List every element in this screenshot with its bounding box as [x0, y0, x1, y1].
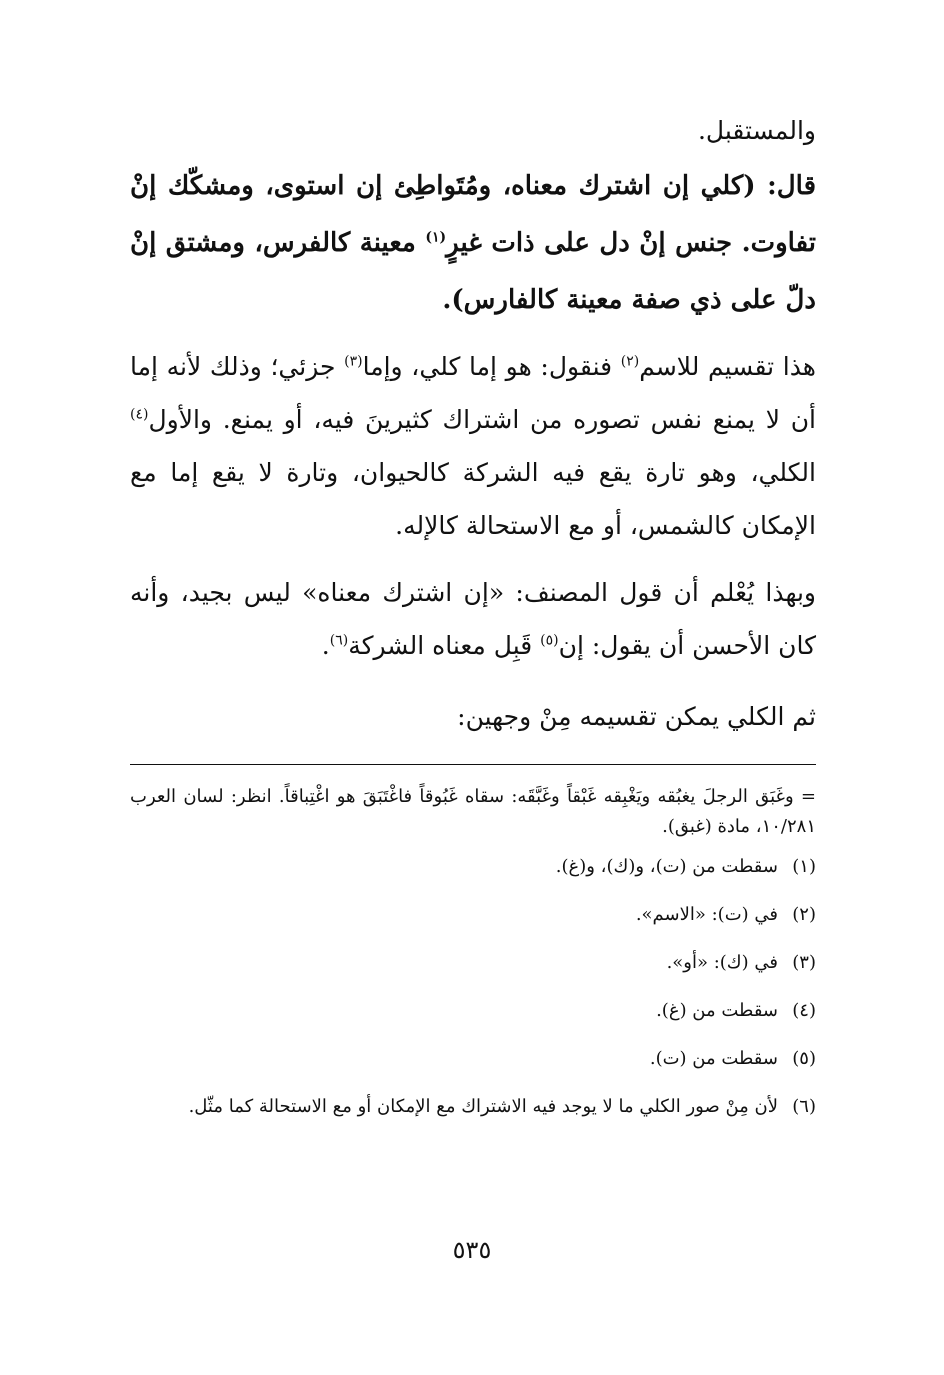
thus-part-1: وبهذا يُعْلم أن قول المصنف: «إن اشترك معناه» ليس بجيد، وأنه كان الأحسن أن يقول: إن [130, 578, 816, 660]
quoted-text [130, 158, 816, 329]
footnote-number: (٢) [792, 904, 816, 925]
page-number: ٥٣٥ [452, 1236, 492, 1264]
footnote-item [130, 996, 816, 1026]
footnote-ref-2[interactable]: (٢) [620, 353, 640, 370]
footnote-item [130, 900, 816, 930]
footnote-text: سقطت من (ت)، و(ك)، و(غ). [555, 856, 778, 877]
footnote-ref-6[interactable]: (٦) [329, 632, 349, 649]
footnote-number: (٦) [792, 1096, 816, 1117]
division-part-2: فنقول: هو إما كلي، وإما [362, 352, 621, 381]
footnote-number: (٥) [792, 1048, 816, 1069]
division-part-1: هذا تقسيم للاسم [639, 352, 816, 381]
footnote-text: في (ك): «أو». [666, 952, 778, 973]
footnote-divider [130, 764, 816, 765]
footnote-number: (٤) [792, 1000, 816, 1021]
footnote-number: (١) [792, 856, 816, 877]
footnote-number: (٣) [792, 952, 816, 973]
footnote-ref-5[interactable]: (٥) [540, 632, 559, 649]
footnote-item [130, 1044, 816, 1074]
division-part-3: جزئي؛ وذلك لأنه إما أن لا يمنع نفس تصوره من اشتراك كثيرينَ فيه، أو يمنع. والأول [130, 352, 816, 434]
thus-part-2: قَبِل معناه الشركة [348, 631, 541, 660]
footnote-ref-3[interactable]: (٣) [344, 353, 363, 370]
quote-part-2: معينة كالفرس، ومشتق إنْ دلّ على ذي صفة معينة كالفارس). [130, 228, 816, 315]
footnote-item [130, 1092, 816, 1122]
division-part-4: الكلي، وهو تارة يقع فيه الشركة كالحيوان، وتارة لا يقع إما مع الإمكان كالشمس، أو مع الاستحالة كالإله. [130, 458, 816, 540]
footnote-text: سقطت من (ت). [649, 1048, 778, 1069]
thus-part-3: . [321, 631, 330, 660]
intro-line: والمستقبل. [697, 116, 816, 145]
footnote-continuation: = وغَبَق الرجلَ يغبُقه ويَغْبِقه غَبْقاً وغَبَّقَه: سقاه غَبُوقاً فاغْتَبَقَ هو اغْتِباقاً. انظر: لسان العرب ١٠/٢٨١، مادة (غبق). [130, 786, 816, 837]
quote-part-1: قال: (كلي إن اشترك معناه، ومُتَواطِئ إن استوى، ومشكّك إنْ تفاوت. جنس إنْ دل على ذات غيرٍ [130, 171, 816, 258]
footnote-item [130, 948, 816, 978]
conclusion-paragraph [130, 566, 816, 672]
then-line: ثم الكلي يمكن تقسيمه مِنْ وجهين: [457, 702, 816, 731]
footnote-ref-1[interactable]: (١) [425, 229, 447, 246]
footnote-ref-4[interactable]: (٤) [130, 406, 149, 423]
footnotes-section [130, 782, 816, 1140]
division-paragraph [130, 340, 816, 552]
footnote-text: في (ت): «الاسم». [635, 904, 778, 925]
footnote-text: سقطت من (غ). [656, 1000, 778, 1021]
footnote-text: لأن مِنْ صور الكلي ما لا يوجد فيه الاشتراك مع الإمكان أو مع الاستحالة كما مثّل. [188, 1096, 778, 1117]
footnote-item [130, 852, 816, 882]
